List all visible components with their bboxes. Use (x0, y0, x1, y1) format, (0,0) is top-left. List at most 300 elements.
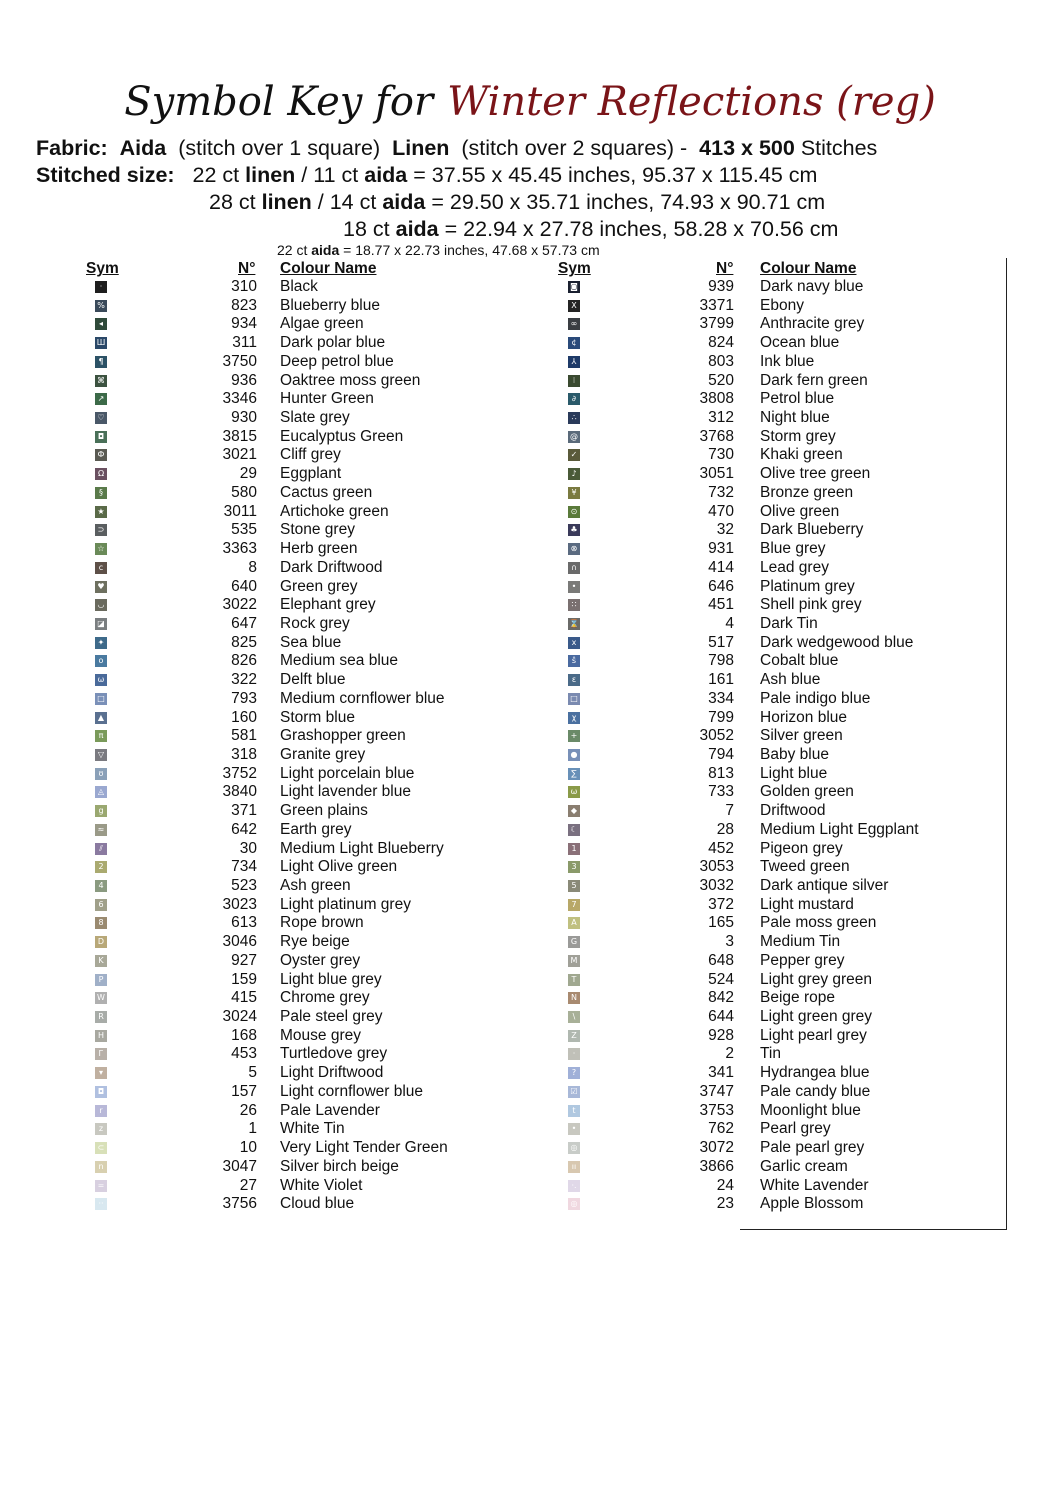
table-row (0, 951, 845, 971)
colour-number: 2 (725, 1045, 734, 1063)
symbol-swatch: @ (570, 431, 578, 441)
stitched-size-label: Stitched size: (36, 163, 175, 187)
colour-number: 823 (231, 296, 257, 314)
symbol-swatch: ◪ (95, 618, 107, 630)
colour-name: Silver birch beige (280, 1157, 399, 1175)
symbol-swatch: g (95, 805, 107, 817)
colour-name: Herb green (280, 540, 358, 558)
symbol-swatch: T (568, 974, 580, 986)
colour-number: 733 (708, 783, 734, 801)
symbol-swatch: % (95, 300, 107, 312)
table-row (0, 689, 871, 709)
colour-number: 3 (725, 933, 734, 951)
colour-number: 7 (725, 802, 734, 820)
symbol-swatch: ∞ (568, 318, 580, 330)
colour-name: Light blue grey (280, 970, 382, 988)
colour-name: Eggplant (280, 465, 342, 483)
table-row (0, 465, 871, 484)
symbol-swatch: ◎ (568, 1142, 580, 1154)
colour-name: Pale moss green (760, 914, 877, 932)
table-row (0, 390, 835, 409)
symbol-swatch: ♥ (95, 581, 107, 593)
colour-number: 934 (231, 315, 257, 333)
table-row (0, 371, 868, 391)
colour-number: 23 (716, 1195, 734, 1213)
symbol-swatch: ● (568, 749, 580, 761)
table-row (0, 1157, 848, 1177)
symbol-swatch: ∷ (568, 599, 580, 611)
colour-name: Blue grey (760, 540, 826, 558)
colour-number: 520 (708, 371, 734, 389)
colour-number: 3053 (699, 858, 734, 876)
symbol-swatch: ŝ (568, 655, 580, 667)
colour-number: 310 (231, 278, 257, 295)
colour-number: 453 (231, 1045, 257, 1063)
colour-name: Very Light Tender Green (280, 1139, 448, 1157)
colour-number: 371 (231, 802, 257, 820)
symbol-swatch: ◆ (568, 805, 580, 817)
colour-name: Dark Blueberry (760, 521, 864, 539)
colour-name: Delft blue (280, 671, 346, 689)
colour-name: Turtledove grey (280, 1045, 388, 1063)
colour-number: 535 (231, 521, 257, 539)
table-row (0, 1045, 781, 1064)
colour-number: 930 (231, 409, 257, 427)
symbol-swatch: N (568, 992, 580, 1004)
table-row (0, 708, 848, 728)
colour-number: 3024 (222, 1008, 257, 1026)
symbol-swatch: ¥ (568, 487, 580, 499)
colour-number: 3747 (699, 1082, 734, 1100)
table-row (0, 1101, 861, 1121)
colour-number: 3052 (699, 727, 734, 745)
size-fabric-2: aida (382, 190, 426, 214)
table-row (0, 1120, 831, 1139)
symbol-swatch: 7 (568, 899, 580, 911)
colour-name: Golden green (760, 783, 854, 801)
colour-name: Pale steel grey (280, 1008, 383, 1026)
symbol-swatch: 6 (95, 899, 107, 911)
table-row (0, 278, 864, 297)
colour-number: 3866 (699, 1157, 734, 1175)
colour-number: 311 (232, 334, 257, 352)
colour-number: 3808 (699, 390, 734, 408)
colour-name: Cactus green (280, 483, 373, 501)
colour-name: Light lavender blue (280, 783, 411, 801)
symbol-swatch: ⁝ (568, 375, 580, 387)
colour-name: Grashopper green (280, 727, 406, 745)
colour-number: 415 (231, 989, 257, 1007)
colour-number: 931 (708, 540, 734, 558)
colour-number: 798 (708, 652, 734, 670)
colour-number: 927 (231, 951, 257, 969)
colour-name: Garlic cream (760, 1157, 848, 1175)
colour-name: Pearl grey (760, 1120, 831, 1138)
table-row (0, 745, 829, 765)
fabric-label: Fabric: (36, 136, 108, 160)
symbol-swatch: z (95, 1123, 107, 1135)
colour-number: 648 (708, 951, 734, 969)
stitched-size-small-line (277, 242, 600, 258)
colour-name: Light Driftwood (280, 1064, 384, 1082)
colour-number: 647 (231, 614, 257, 632)
colour-name: Green plains (280, 802, 368, 820)
colour-number: 3756 (222, 1195, 257, 1213)
symbol-swatch: r (95, 1105, 107, 1117)
colour-name: Platinum grey (760, 577, 855, 595)
colour-number: 826 (231, 652, 257, 670)
colour-number: 730 (708, 446, 734, 464)
table-row (0, 783, 854, 802)
colour-name: Cloud blue (280, 1195, 355, 1213)
size-count: 22 ct (277, 242, 308, 258)
symbol-swatch: • (568, 1123, 580, 1135)
symbol-swatch: ◘ (95, 431, 107, 443)
symbol-swatch: 4 (95, 880, 107, 892)
table-row (0, 334, 840, 353)
table-row (0, 315, 865, 334)
colour-name: Rope brown (280, 914, 364, 932)
symbol-swatch: \ (568, 1011, 580, 1023)
colour-number: 640 (231, 577, 257, 595)
colour-name: Rock grey (280, 614, 350, 632)
table-row (0, 1064, 870, 1083)
colour-name: Pale indigo blue (760, 689, 871, 707)
symbol-swatch: ⌛ (569, 618, 579, 628)
symbol-swatch: ¢ (568, 337, 580, 349)
table-row (0, 1026, 867, 1046)
colour-number: 452 (708, 839, 734, 857)
colour-number: 3363 (222, 540, 257, 558)
colour-name: Olive tree green (760, 465, 871, 483)
symbol-swatch: 5 (568, 880, 580, 892)
colour-name: Medium cornflower blue (280, 689, 445, 707)
symbol-swatch: ⊃ (95, 524, 107, 536)
symbol-swatch: K (95, 955, 107, 967)
colour-name: Moonlight blue (760, 1101, 861, 1119)
colour-name: Tin (760, 1045, 781, 1063)
colour-name: Light grey green (760, 970, 873, 988)
symbol-swatch: Г (95, 1048, 107, 1060)
table-row (0, 596, 862, 615)
table-row (0, 820, 919, 840)
colour-name: Khaki green (760, 446, 843, 464)
symbol-swatch: ≈ (95, 824, 107, 836)
stitches-word: Stitches (800, 136, 878, 160)
colour-name: Pigeon grey (760, 839, 843, 857)
colour-name: Algae green (280, 315, 364, 333)
colour-name: Pale Lavender (280, 1101, 380, 1119)
size-count: 22 ct (192, 163, 240, 187)
symbol-swatch: · (568, 1048, 580, 1060)
table-row (0, 1008, 873, 1027)
colour-number: 414 (708, 558, 734, 576)
colour-name: Anthracite grey (760, 315, 865, 333)
colour-name: Cliff grey (280, 446, 341, 464)
symbol-swatch: W (95, 992, 107, 1004)
header-number: N° (716, 260, 734, 277)
stitch-count: 413 x 500 (699, 136, 795, 160)
table-row (0, 933, 841, 952)
colour-name: Tweed green (760, 858, 850, 876)
symbol-swatch: X (568, 300, 580, 312)
stitched-size-line-2 (209, 189, 825, 215)
size-dimensions: = 37.55 x 45.45 inches, 95.37 x 115.45 cm (413, 163, 818, 187)
colour-number: 936 (231, 371, 257, 389)
symbol-swatch: + (568, 730, 580, 742)
symbol-swatch: ◡ (95, 599, 107, 611)
symbol-swatch: ? (568, 1067, 580, 1079)
table-row (0, 914, 877, 933)
symbol-swatch: ¶ (95, 356, 107, 368)
symbol-swatch: o (95, 655, 107, 667)
symbol-swatch: ∑ (568, 768, 580, 780)
colour-number: 646 (708, 577, 734, 595)
table-row (0, 989, 835, 1008)
colour-number: 168 (231, 1026, 257, 1044)
symbol-swatch: ◙ (568, 281, 580, 293)
colour-number: 824 (708, 334, 734, 352)
table-row (0, 895, 854, 915)
colour-name: Ash blue (760, 671, 821, 689)
colour-name: Ash green (280, 877, 351, 894)
colour-number: 793 (231, 689, 257, 707)
colour-number: 3011 (223, 502, 257, 520)
symbol-swatch: ıı (568, 1161, 580, 1173)
colour-number: 3750 (222, 352, 257, 370)
colour-number: 160 (231, 708, 257, 726)
size-count: 18 ct (343, 217, 390, 241)
border-line-vertical (1006, 258, 1007, 1230)
size-count: 28 ct (209, 190, 256, 214)
colour-name: Light cornflower blue (280, 1082, 424, 1100)
symbol-swatch: Ω (95, 468, 107, 480)
symbol-swatch: n (95, 1161, 107, 1173)
table-row (0, 1082, 871, 1102)
symbol-swatch: Ш (96, 338, 106, 348)
colour-number: 1 (248, 1120, 257, 1138)
colour-number: 4 (725, 614, 734, 632)
colour-name: Mouse grey (280, 1026, 361, 1044)
symbol-swatch: ⌘ (97, 375, 105, 385)
colour-name: Storm blue (280, 708, 355, 726)
colour-name: Dark antique silver (760, 877, 889, 894)
colour-name: Pepper grey (760, 951, 845, 969)
table-row (0, 1139, 865, 1158)
table-row (0, 540, 826, 559)
symbol-swatch: ◬ (95, 786, 107, 798)
colour-number: 341 (708, 1064, 734, 1082)
colour-name: Dark wedgewood blue (760, 633, 914, 651)
colour-name: Petrol blue (760, 390, 835, 408)
symbol-swatch: ⫽ (95, 843, 107, 855)
symbol-swatch: Z (568, 1030, 580, 1042)
table-row (0, 446, 843, 465)
symbol-swatch: ✦ (95, 637, 107, 649)
colour-number: 939 (708, 278, 734, 295)
colour-number: 3021 (222, 446, 257, 464)
colour-name: Dark navy blue (760, 278, 864, 295)
symbol-swatch: ∂ (568, 393, 580, 405)
colour-number: 642 (231, 820, 257, 838)
colour-name: Earth grey (280, 820, 352, 838)
colour-number: 523 (231, 877, 257, 894)
symbol-swatch: • (568, 581, 580, 593)
symbol-swatch: ☾ (568, 824, 580, 836)
colour-name: White Tin (280, 1120, 345, 1138)
colour-name: Dark polar blue (280, 334, 386, 352)
symbol-swatch: = (95, 1180, 107, 1192)
symbol-swatch: ♣ (568, 524, 580, 536)
symbol-swatch: P (95, 974, 107, 986)
symbol-swatch: ∩ (568, 562, 580, 574)
colour-number: 3815 (222, 427, 257, 445)
colour-number: 5 (248, 1064, 257, 1082)
symbol-swatch: ◎ (568, 1198, 580, 1210)
table-row (0, 296, 804, 316)
colour-name: Light platinum grey (280, 895, 411, 913)
colour-name: White Lavender (760, 1176, 869, 1194)
colour-name: Pale candy blue (760, 1082, 871, 1100)
symbol-swatch: □ (568, 693, 580, 705)
symbol-swatch: ʊ (95, 768, 107, 780)
colour-name: Lead grey (760, 558, 829, 576)
colour-number: 28 (716, 820, 734, 838)
colour-name: Silver green (760, 727, 843, 745)
colour-number: 3799 (699, 315, 734, 333)
table-row (0, 1195, 864, 1214)
table-row (0, 671, 821, 690)
colour-number: 842 (708, 989, 734, 1007)
colour-name: Medium sea blue (280, 652, 399, 670)
colour-number: 8 (248, 558, 257, 576)
colour-number: 10 (239, 1139, 257, 1157)
colour-name: Dark Tin (760, 614, 818, 632)
symbol-swatch: ▽ (95, 749, 107, 761)
header-colour-name: Colour Name (760, 260, 857, 277)
colour-number: 3022 (222, 596, 257, 614)
symbol-swatch: ∴ (568, 412, 580, 424)
symbol-swatch: x (568, 637, 580, 649)
colour-number: 732 (708, 483, 734, 501)
symbol-swatch: ω (568, 786, 580, 798)
size-count-2: / 14 ct (317, 190, 377, 214)
table-row (0, 483, 854, 503)
colour-name: Rye beige (280, 933, 350, 951)
table-row (0, 427, 836, 447)
colour-name: Light mustard (760, 895, 854, 913)
colour-number: 734 (231, 858, 257, 876)
table-row (0, 652, 839, 671)
symbol-swatch: ⊙ (568, 506, 580, 518)
symbol-swatch: t (568, 1105, 580, 1117)
table-row (0, 558, 829, 578)
colour-name: Blueberry blue (280, 296, 380, 314)
colour-name: Medium Light Blueberry (280, 839, 444, 857)
symbol-swatch: § (95, 487, 107, 499)
table-row (0, 633, 914, 653)
colour-number: 644 (708, 1008, 734, 1026)
colour-number: 3051 (699, 465, 734, 483)
border-line-horizontal (740, 1229, 1007, 1230)
colour-name: Sea blue (280, 633, 342, 651)
colour-number: 30 (239, 839, 257, 857)
colour-name: Hydrangea blue (760, 1064, 870, 1082)
colour-name: Pale pearl grey (760, 1139, 865, 1157)
table-row (0, 1176, 869, 1196)
rows-right (0, 278, 919, 1214)
size-dimensions: = 22.94 x 27.78 inches, 58.28 x 70.56 cm (444, 217, 839, 241)
colour-number: 581 (231, 727, 257, 745)
colour-number: 517 (708, 633, 734, 651)
table-row (0, 970, 873, 990)
size-fabric: aida (395, 217, 439, 241)
colour-name: Light green grey (760, 1008, 873, 1026)
table-row (0, 802, 826, 821)
header-colour-name: Colour Name (280, 260, 377, 277)
colour-name: Medium Tin (760, 933, 841, 951)
symbol-swatch: ♡ (95, 412, 107, 424)
fabric-aida: Aida (119, 136, 167, 160)
symbol-swatch: χ (568, 712, 580, 724)
colour-number: 3768 (699, 427, 734, 445)
colour-number: 451 (708, 596, 734, 614)
symbol-swatch: ·· (95, 1198, 107, 1210)
colour-number: 157 (231, 1082, 257, 1100)
table-row (0, 839, 843, 859)
symbol-swatch: ·. (568, 1180, 580, 1192)
size-fabric: linen (245, 163, 296, 187)
symbol-swatch: ☆ (95, 543, 107, 555)
colour-name: Cobalt blue (760, 652, 839, 670)
header-sym: Sym (558, 260, 591, 277)
colour-name: Driftwood (760, 802, 826, 820)
page-title (0, 72, 1060, 132)
symbol-swatch: c (95, 562, 107, 574)
colour-name: Olive green (760, 502, 840, 520)
symbol-swatch: ✓ (568, 449, 580, 461)
stitched-size-line-3 (343, 216, 838, 242)
colour-name: Chrome grey (280, 989, 370, 1007)
symbol-swatch: 3 (568, 861, 580, 873)
symbol-swatch: ⊗ (568, 543, 580, 555)
colour-name: Granite grey (280, 745, 366, 763)
colour-name: Ocean blue (760, 334, 840, 352)
colour-name: Deep petrol blue (280, 352, 394, 370)
table-row (0, 521, 864, 540)
symbol-swatch: Ф (95, 449, 107, 461)
colour-name: Medium Light Eggplant (760, 820, 919, 838)
fabric-line (36, 135, 877, 161)
colour-name: Light blue (760, 764, 828, 782)
colour-name: Green grey (280, 577, 358, 595)
symbol-swatch: ☑ (568, 1086, 580, 1098)
colour-number: 803 (708, 352, 734, 370)
colour-number: 3371 (699, 296, 734, 314)
header-sym: Sym (86, 260, 119, 277)
colour-name: Beige rope (760, 989, 835, 1007)
symbol-swatch: A (568, 917, 580, 929)
table-row (0, 409, 830, 428)
colour-name: Stone grey (280, 521, 355, 539)
symbol-swatch: ▲ (95, 712, 107, 724)
table-row (0, 614, 818, 634)
size-fabric-2: aida (364, 163, 408, 187)
colour-name: Bronze green (760, 483, 854, 501)
colour-number: 334 (708, 689, 734, 707)
table-row (0, 577, 855, 597)
table-row (0, 502, 840, 522)
